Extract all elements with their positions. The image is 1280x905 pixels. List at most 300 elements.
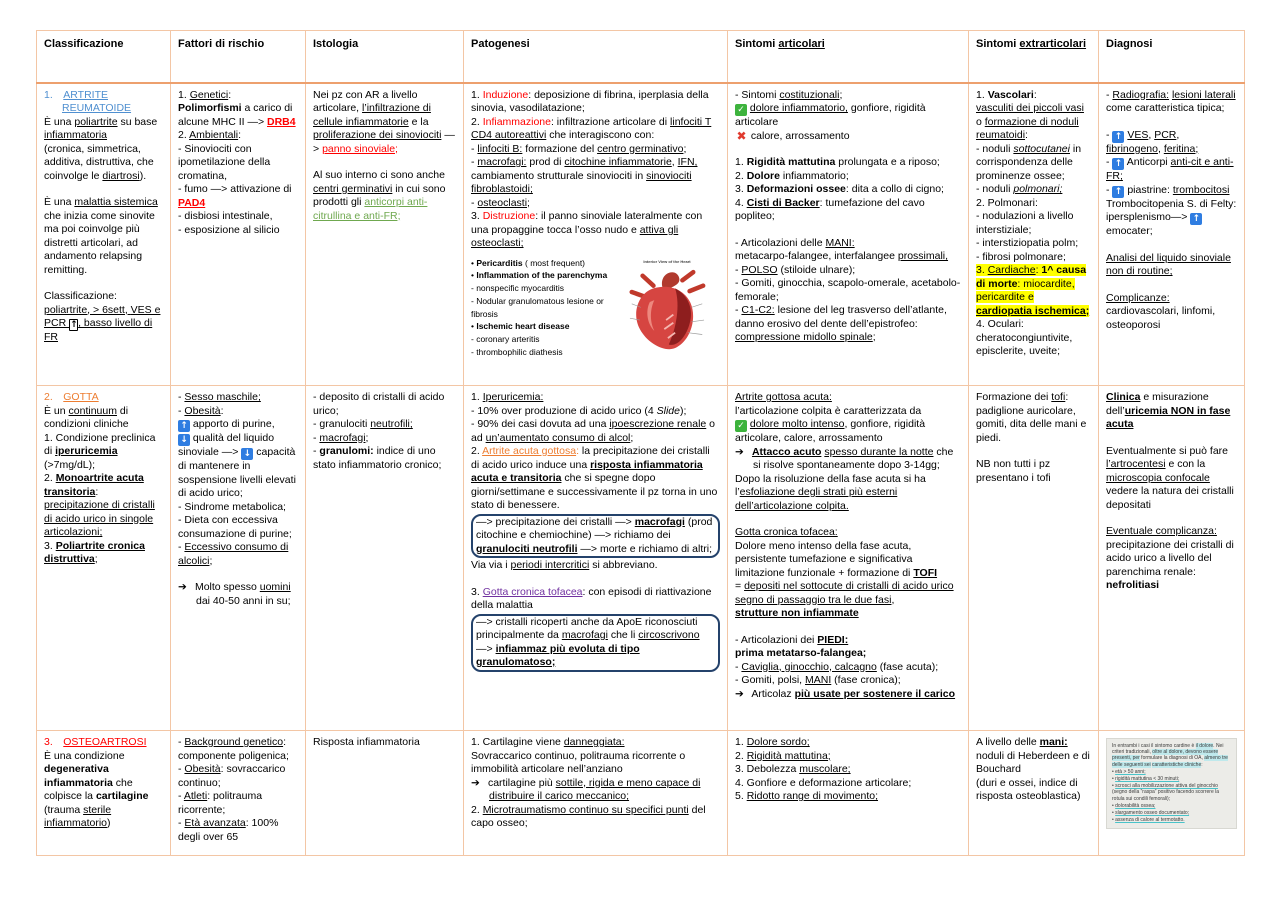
up-arrow-icon: ↑ (1112, 131, 1124, 143)
paragraph (976, 736, 1091, 777)
slide-bullet (471, 257, 623, 270)
text-run: È una condizione (44, 749, 125, 762)
text-run: neutrofili; (370, 418, 413, 430)
text-run: : (1033, 88, 1037, 101)
paragraph (178, 391, 298, 405)
text-run: risposta infiammatoria acuta e transitoria (471, 458, 703, 484)
text-run: , (1148, 128, 1155, 141)
scan-line (1112, 783, 1231, 802)
cell-oa-sintomi-extrarticolari (969, 731, 1099, 856)
text-run: GOTTA (63, 391, 99, 403)
text-run: sterile infiammatorio (44, 803, 112, 829)
text-run: Formazione dei (976, 391, 1052, 403)
paragraph (178, 89, 298, 103)
text-run: —> precipitazione dei cristalli —> (476, 515, 635, 528)
text-run: - fibrosi polmonare; (976, 250, 1066, 263)
text-run: ARTRITE REUMATOIDE (62, 88, 132, 114)
paragraph (178, 817, 298, 844)
cell-gotta-sintomi-articolari (728, 386, 969, 731)
check-icon: ✓ (735, 104, 747, 116)
text-run: : (576, 445, 582, 457)
spacer (976, 445, 1091, 458)
text-run: - Articolazioni delle (735, 236, 826, 249)
paragraph (1106, 129, 1237, 157)
text-run: che si spegne dopo giorni/settimane e successivamente il pz torna in uno stato di benessere. (471, 472, 718, 511)
text-run: formulare la diagnosi di OA, (1139, 755, 1205, 762)
paragraph (976, 318, 1091, 359)
text-run: dai 40-50 anni in su; (196, 594, 291, 607)
text-run: o (976, 115, 985, 128)
text-run: Clinica (1106, 391, 1141, 403)
cell-ar-patogenesi (464, 83, 728, 386)
text-run: - thrombophilic diathesis (471, 347, 563, 358)
text-run: diartrosi (102, 169, 140, 182)
paragraph (1106, 89, 1237, 116)
cell-gotta-diagnosi (1099, 386, 1245, 731)
text-run: In entrambi i casi il sintomo cardine è (1112, 743, 1196, 749)
text-run: su base (117, 115, 158, 128)
paragraph (1106, 156, 1237, 184)
text-run: qualità del liquido sinoviale —> (178, 432, 275, 458)
text-run: 1. (976, 88, 988, 101)
text-run: TOFI (913, 566, 938, 579)
text-run: Ridotto range di movimento; (746, 790, 879, 802)
text-run: cardiovascolari, linfomi, osteoporosi (1106, 305, 1216, 331)
paragraph (1106, 38, 1237, 52)
text-run: Obesità (184, 763, 221, 775)
text-run: - (471, 196, 478, 209)
text-run: 1. (44, 88, 64, 101)
paragraph (735, 580, 961, 607)
text-run: OSTEOARTROSI (63, 736, 147, 748)
text-run: dolore molto intenso (749, 418, 845, 430)
paragraph (735, 736, 961, 750)
text-run: del capo osseo; (471, 803, 706, 829)
paragraph (313, 391, 456, 418)
text-run: : (220, 404, 224, 417)
up-arrow-icon: ↑ (1190, 213, 1202, 225)
cell-oa-sintomi-articolari (728, 731, 969, 856)
text-run: : (228, 88, 232, 101)
text-run: : tumefazione del cavo popliteo; (735, 196, 925, 222)
text-run: l’articolazione colpita è caratterizzata da (735, 404, 922, 417)
heart-anatomy-image (623, 257, 711, 363)
text-run: la precipitazione dei cristalli di acido urico induce una (471, 445, 710, 471)
paragraph (1106, 252, 1237, 279)
paragraph (735, 634, 961, 648)
text-run: granulociti neutrofili (476, 542, 578, 555)
text-run: Rigidità mattutina; (746, 749, 831, 762)
paragraph (976, 102, 1091, 143)
paragraph (44, 143, 163, 184)
row-osteoartrosi (37, 731, 1245, 856)
text-run: MANI: (825, 236, 855, 249)
text-run: - interstiziopatia polm; (976, 237, 1079, 249)
text-run: Artrite acuta gottosa (482, 445, 577, 457)
header-row (37, 31, 1245, 83)
paragraph (735, 688, 961, 702)
paragraph (735, 38, 961, 52)
paragraph (976, 210, 1091, 237)
column-header-classificazione (37, 31, 171, 83)
paragraph (735, 250, 961, 264)
text-run: Dolore sordo; (746, 736, 810, 748)
text-run: formazione del (522, 142, 598, 155)
text-run: —> morte e richiamo di altri; (577, 542, 713, 555)
text-run: Poliartrite cronica distruttiva (44, 539, 145, 565)
text-run: come caratteristica tipica; (1106, 102, 1225, 114)
text-run: • (471, 257, 477, 268)
text-run: extrarticolari (1019, 38, 1087, 50)
text-run: sottile, rigida e meno capace di distribuire il carico meccanico; (489, 776, 701, 802)
text-run: ; (94, 553, 98, 565)
text-run: Attacco acuto (751, 445, 822, 458)
text-run: 2. (44, 472, 56, 484)
text-run: polmonari; (1013, 183, 1063, 195)
text-run: uomini (259, 581, 291, 593)
text-run: —> cristalli ricoperti anche da ApoE riconosciuti principalmente da (476, 615, 698, 641)
text-run: circoscrivono (638, 629, 700, 641)
text-run: slargamento osseo documentato; (1115, 810, 1190, 817)
paragraph (471, 777, 720, 804)
text-run: a carico di alcune MHC II —> (178, 102, 293, 128)
paragraph (1106, 539, 1237, 593)
text-run: Dolore meno intenso della fase acuta, persistente tumefazione e significativa limitazione funzionale + formazione di (735, 539, 914, 579)
paragraph (313, 169, 456, 223)
paragraph (1106, 445, 1237, 513)
scan-line (1112, 803, 1231, 809)
textbook-scan-image (1106, 738, 1237, 829)
text-run: in corrispondenza delle prominenze ossee; (976, 142, 1082, 182)
paragraph (178, 501, 298, 515)
scan-line (1112, 769, 1231, 775)
text-run: microscopia confocale (1106, 471, 1210, 484)
slide-bullet (471, 295, 623, 321)
text-run: o ad (471, 418, 716, 444)
text-run: - 90% dei casi dovuta ad una (471, 418, 610, 430)
text-run: indice di uno stato infiammatorio cronico; (313, 445, 442, 471)
paragraph (178, 210, 298, 224)
text-run: È una (44, 115, 75, 128)
text-run: 2. (471, 803, 483, 816)
text-run: - (471, 142, 478, 155)
text-run: - (735, 263, 742, 276)
text-run: mani: (1039, 736, 1068, 748)
cell-ar-classificazione (37, 83, 171, 386)
text-run: ; (839, 88, 843, 101)
text-run: che si risolve spontaneamente dopo 3-14gg; (753, 445, 954, 471)
text-run: • (1112, 802, 1116, 809)
paragraph (735, 89, 961, 103)
text-run: • (471, 321, 477, 332)
text-run: Cardiache (987, 264, 1036, 276)
text-run: 2. (471, 115, 483, 128)
paragraph (44, 196, 163, 277)
text-run: Sovraccarico continuo, politrauma ricorrente o immobilità articolare nell’anziano (471, 749, 686, 775)
text-run: Via via i (471, 559, 511, 571)
text-run: 2. (471, 445, 483, 457)
text-run: - Sindrome metabolica; (178, 500, 286, 513)
text-run: Obesità (184, 404, 221, 417)
paragraph (471, 210, 720, 251)
paragraph (313, 38, 456, 52)
text-run: Monoartrite acuta transitoria (44, 472, 144, 498)
text-run: cardiopatia ischemica; (976, 304, 1090, 317)
text-run: Al suo interno ci sono anche (313, 169, 445, 181)
paragraph (178, 432, 298, 501)
text-run: - deposito di cristalli di acido urico; (313, 391, 445, 417)
spacer (44, 277, 163, 290)
paragraph (976, 458, 1091, 485)
text-run: , gonfiore, rigidità articolare, calore, arrossamento (735, 418, 926, 444)
text-run: : dita a collo di cigno; (845, 183, 944, 195)
paragraph (735, 526, 961, 540)
text-run: metacarpo-falangee, interfalangee (735, 250, 898, 262)
paragraph (44, 304, 163, 345)
text-run: apporto di purine, (190, 418, 275, 430)
text-run: : (1201, 761, 1203, 768)
paragraph (178, 129, 298, 143)
paragraph (735, 473, 961, 514)
text-run: noduli di Heberdeen e di Bouchard (976, 749, 1090, 775)
row-gotta (37, 386, 1245, 731)
paragraph (471, 750, 720, 777)
paragraph (735, 304, 961, 345)
paragraph (735, 446, 961, 473)
paragraph (44, 290, 163, 304)
text-run: malattia sistemica (74, 196, 158, 208)
text-run: , (1157, 142, 1164, 155)
spacer (735, 224, 961, 237)
paragraph (476, 616, 715, 643)
text-run: oltre al dolore, devono essere presenti, per (1112, 749, 1219, 762)
paragraph (1106, 391, 1237, 432)
text-run: precipitazione dei cristalli di acido urico a livello del parenchima renale: (1106, 538, 1234, 578)
paragraph (178, 418, 298, 432)
text-run: Sintomi (735, 38, 779, 50)
text-run: A livello delle (976, 736, 1040, 748)
text-run: l’infiltrazione di cellule infiammatorie (313, 102, 431, 128)
text-run: : (95, 485, 99, 498)
paragraph (735, 156, 961, 170)
text-run: prima metatarso-falangea; (735, 647, 867, 659)
paragraph (44, 750, 163, 831)
text-run: muscolare; (799, 763, 851, 775)
cell-oa-istologia (306, 731, 464, 856)
text-run: 1. (735, 156, 747, 168)
flow-annotation-box (471, 614, 720, 672)
text-run: ➔ Molto spesso (178, 581, 260, 593)
text-run: (stiloide ulnare); (777, 263, 856, 276)
paragraph (735, 264, 961, 278)
cell-oa-classificazione (37, 731, 171, 856)
text-run: cambiamento strutturale sinoviociti in (471, 169, 647, 182)
text-run: 3. (44, 736, 64, 748)
paragraph (735, 277, 961, 304)
text-run: formazione di noduli reumatoidi (976, 115, 1079, 141)
text-run: (fase cronica); (831, 674, 901, 686)
text-run: Diagnosi (1106, 38, 1153, 50)
paragraph (735, 790, 961, 804)
check-icon: ✓ (735, 420, 747, 432)
paragraph (735, 661, 961, 675)
paragraph (471, 559, 720, 573)
paragraph (44, 472, 163, 540)
paragraph (313, 736, 456, 750)
text-run: l’artrocentesi (1106, 458, 1166, 470)
paragraph (178, 224, 298, 238)
text-run: Istologia (313, 38, 359, 50)
text-run: Trombocitopenia S. di Felty: ipersplenismo—> (1106, 197, 1237, 223)
text-run: - (471, 156, 478, 168)
text-run: osteoclasti; (477, 196, 530, 209)
text-run: Analisi del liquido sinoviale non di routine; (1106, 251, 1231, 277)
text-run: - (178, 404, 185, 417)
text-run: danneggiata: (563, 736, 625, 748)
text-run: età > 50 anni; (1115, 768, 1146, 775)
paragraph (735, 391, 961, 405)
cell-ar-diagnosi (1099, 83, 1245, 386)
up-arrow-icon: ↑ (1112, 158, 1124, 170)
column-header-sintomi-extrarticolari (969, 31, 1099, 83)
paragraph (476, 516, 715, 557)
paragraph (313, 432, 456, 446)
text-run: linfociti B: (477, 142, 523, 155)
text-run: che li (607, 629, 639, 641)
text-run: degenerativa infiammatoria (44, 763, 113, 789)
text-run: MANI (805, 674, 832, 686)
text-run: che inizia come sinovite ma poi coinvolge più distretti articolari, ad andamento relapsing remitting. (44, 209, 155, 276)
text-run: : (1025, 129, 1028, 141)
text-run: Cisti di Backer (746, 196, 820, 209)
text-run: prod di (526, 156, 565, 168)
text-run: macrofagi: (477, 156, 527, 168)
text-run: iperuricemia (55, 445, 118, 457)
text-run: ; (872, 331, 876, 343)
paragraph (1106, 292, 1237, 306)
text-run: Dolore (746, 169, 780, 182)
spacer (735, 143, 961, 156)
text-run: macrofagi; (319, 431, 369, 444)
paragraph (471, 405, 720, 419)
paragraph (313, 418, 456, 432)
text-run: infiammatorio; (779, 169, 849, 182)
text-run: VES (1127, 128, 1149, 141)
flow-annotation-box (471, 514, 720, 559)
text-run: : politrauma ricorrente; (178, 790, 263, 816)
text-run: : deposizione di fibrina, iperplasia della sinovia, vasodilatazione; (471, 88, 709, 114)
text-run: Patogenesi (471, 38, 530, 50)
paragraph (735, 405, 961, 419)
text-run: si abbreviano. (589, 559, 658, 571)
text-run: ) (107, 817, 111, 829)
text-run: - Sinoviociti con ipometilazione della cromatina, (178, 142, 271, 182)
text-run: Pericarditis (476, 257, 523, 268)
text-run: - (1106, 183, 1113, 196)
paragraph (735, 170, 961, 184)
paragraph (735, 237, 961, 251)
text-run: • (1112, 768, 1116, 775)
text-run: - Nodular granulomatous lesione or fibrosis (471, 295, 604, 319)
text-run: - (313, 445, 320, 457)
up-arrow-icon: ↑ (1112, 186, 1124, 198)
text-run: • (1112, 817, 1116, 824)
text-run: - (178, 736, 185, 748)
paragraph (1106, 184, 1237, 198)
text-run: un’aumentato consumo di alcol (485, 431, 631, 444)
text-run: - nonspecific myocarditis (471, 283, 565, 294)
paragraph (178, 102, 298, 129)
text-run: vasculiti dei piccoli vasi (976, 102, 1084, 114)
cell-gotta-fattori-di-rischio (171, 386, 306, 731)
paragraph (471, 38, 720, 52)
text-run: Atleti (183, 790, 208, 802)
paragraph (735, 750, 961, 764)
paragraph (178, 581, 298, 608)
text-run: , (1176, 128, 1180, 141)
text-run: (trauma (44, 803, 84, 816)
text-run: Età avanzata (184, 817, 246, 829)
text-run: 1. (471, 391, 483, 403)
text-run: 3. Debolezza (735, 763, 800, 775)
cell-ar-sintomi-articolari (728, 83, 969, 386)
text-run: Sesso maschile; (184, 391, 261, 403)
text-run: (prod citochine e chemiochine) —> richiamo dei (476, 515, 713, 541)
text-run: PAD4 (178, 196, 206, 209)
text-run: - Gomiti, polsi, (735, 674, 806, 686)
text-run: 3. (44, 539, 56, 552)
text-run: anticorpi anti-citrullina e anti-FR; (313, 196, 428, 222)
text-run: DRB4 (267, 115, 296, 128)
text-run: : sovraccarico continuo; (178, 763, 286, 789)
text-run: articolari (778, 38, 825, 50)
text-run: 2. Polmonari: (976, 196, 1038, 209)
text-run: compressione midollo spinale (735, 331, 873, 343)
text-run: 2. (735, 169, 747, 182)
text-run: 2. (44, 391, 64, 403)
text-run: esfoliazione degli strati più esterni dell’articolazione colpita. (735, 486, 898, 512)
paragraph (735, 102, 961, 130)
text-run: Slide (656, 404, 680, 417)
text-run: ➔ Articolaz (735, 687, 795, 700)
cross-icon: ✖ (736, 128, 747, 143)
text-run: dolorabilità ossea; (1115, 802, 1156, 809)
spacer (735, 621, 961, 634)
text-run: e misurazione dell’ (1106, 391, 1209, 417)
text-run: . Nei criteri tradizionali, (1112, 743, 1224, 756)
paragraph (471, 445, 720, 513)
paragraph (735, 130, 961, 144)
text-run: : componente poligenica; (178, 736, 289, 762)
text-run: Distruzione (482, 210, 536, 222)
text-run: : (238, 129, 242, 141)
text-run: Eventualmente si può fare (1106, 444, 1228, 457)
text-run: (fase acuta); (876, 660, 939, 673)
text-run: • (1112, 776, 1116, 783)
paragraph (178, 541, 298, 568)
column-header-sintomi-articolari (728, 31, 969, 83)
paragraph (1106, 198, 1237, 239)
text-run: Ambientali (189, 129, 239, 141)
text-run: - (178, 817, 185, 829)
paragraph (313, 89, 456, 157)
text-run: - Sintomi (735, 88, 780, 101)
text-run: Anticorpi (1124, 156, 1171, 168)
text-run: proliferazione dei sinoviociti (313, 129, 442, 141)
text-run: PIEDI: (817, 633, 849, 646)
text-run: - (313, 431, 320, 444)
text-run: granulomi: (319, 445, 374, 457)
